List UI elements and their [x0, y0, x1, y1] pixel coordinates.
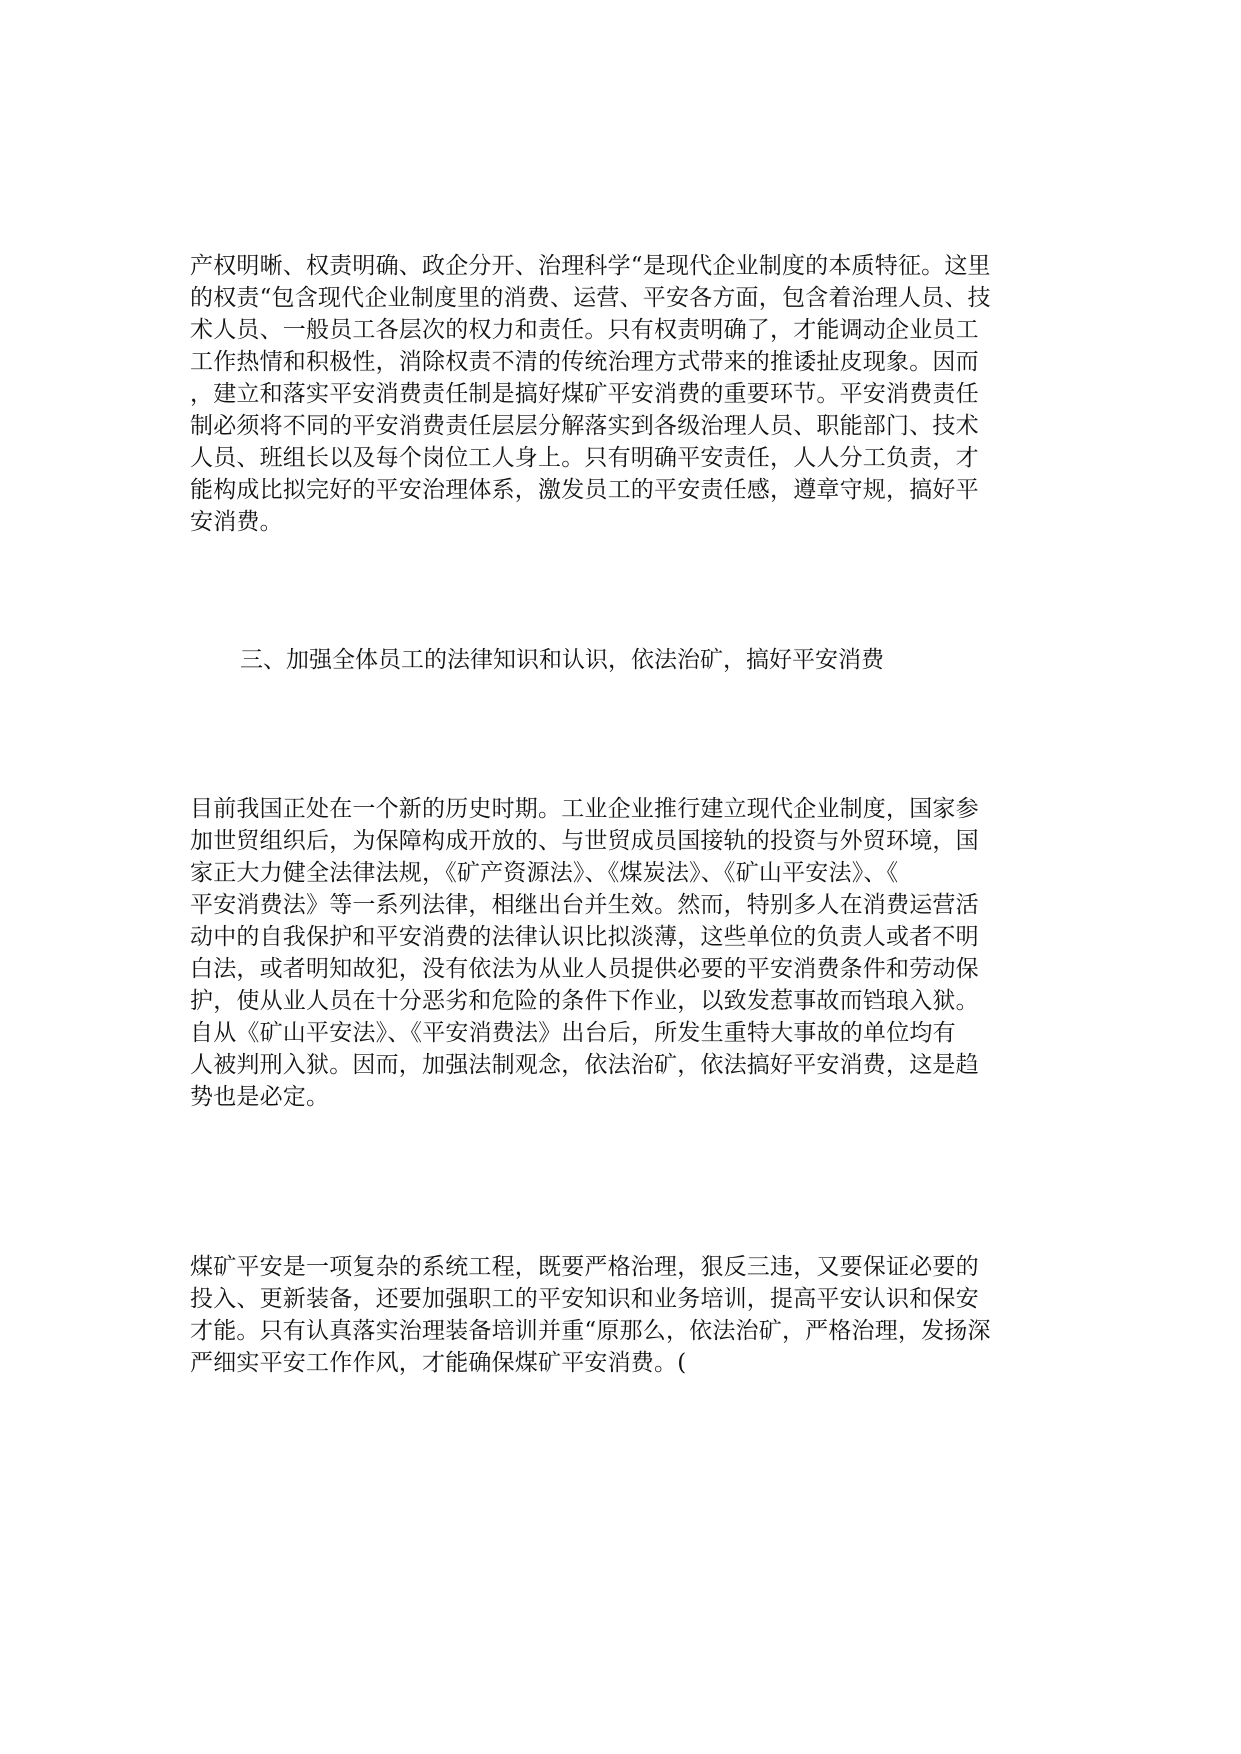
paragraph-line: 术人员、一般员工各层次的权力和责任。只有权责明确了，才能调动企业员工: [190, 317, 979, 343]
paragraph-line: 投入、更新装备，还要加强职工的平安知识和业务培训，提高平安认识和保安: [190, 1286, 979, 1312]
paragraph-line: 人员、班组长以及每个岗位工人身上。只有明确平安责任，人人分工负责，才: [190, 445, 979, 471]
section-heading: 三、加强全体员工的法律知识和认识，依法治矿，搞好平安消费: [240, 647, 884, 673]
paragraph-line: 工作热情和积极性，消除权责不清的传统治理方式带来的推诿扯皮现象。因而: [190, 349, 979, 375]
paragraph-line: 势也是必定。: [190, 1084, 330, 1110]
paragraph-line: 的权责“包含现代企业制度里的消费、运营、平安各方面，包含着治理人员、技: [190, 285, 991, 311]
paragraph-line: 动中的自我保护和平安消费的法律认识比拟淡薄，这些单位的负责人或者不明: [190, 924, 979, 950]
paragraph-line: 产权明晰、权责明确、政企分开、治理科学“是现代企业制度的本质特征。这里: [190, 253, 991, 279]
paragraph-line: 目前我国正处在一个新的历史时期。工业企业推行建立现代企业制度，国家参: [190, 796, 979, 822]
paragraph-line: 家正大力健全法律法规，《矿产资源法》、《煤炭法》、《矿山平安法》、《: [190, 860, 899, 886]
paragraph-responsibility: [190, 250, 1070, 538]
paragraph-line: 才能。只有认真落实治理装备培训并重“原那么，依法治矿，严格治理，发扬深: [190, 1318, 991, 1344]
paragraph-line: 平安消费法》等一系列法律，相继出台并生效。然而，特别多人在消费运营活: [190, 892, 979, 918]
paragraph-line: 护，使从业人员在十分恶劣和危险的条件下作业，以致发惹事故而铛琅入狱。: [190, 988, 979, 1014]
paragraph-line: 严细实平安工作作风，才能确保煤矿平安消费。(: [190, 1350, 687, 1376]
paragraph-line: 安消费。: [190, 509, 283, 535]
paragraph-conclusion: [190, 1251, 1070, 1379]
paragraph-line: 人被判刑入狱。因而，加强法制观念，依法治矿，依法搞好平安消费，这是趋: [190, 1052, 979, 1078]
paragraph-line: 白法，或者明知故犯，没有依法为从业人员提供必要的平安消费条件和劳动保: [190, 956, 979, 982]
paragraph-legal-awareness: [190, 793, 1070, 1113]
paragraph-line: 自从《矿山平安法》、《平安消费法》出台后，所发生重特大事故的单位均有: [190, 1020, 956, 1046]
paragraph-line: 制必须将不同的平安消费责任层层分解落实到各级治理人员、职能部门、技术: [190, 413, 979, 439]
paragraph-line: 能构成比拟完好的平安治理体系，激发员工的平安责任感，遵章守规，搞好平: [190, 477, 979, 503]
paragraph-line: ，建立和落实平安消费责任制是搞好煤矿平安消费的重要环节。平安消费责任: [190, 381, 979, 407]
paragraph-line: 煤矿平安是一项复杂的系统工程，既要严格治理，狠反三违，又要保证必要的: [190, 1254, 979, 1280]
paragraph-line: 加世贸组织后，为保障构成开放的、与世贸成员国接轨的投资与外贸环境，国: [190, 828, 979, 854]
